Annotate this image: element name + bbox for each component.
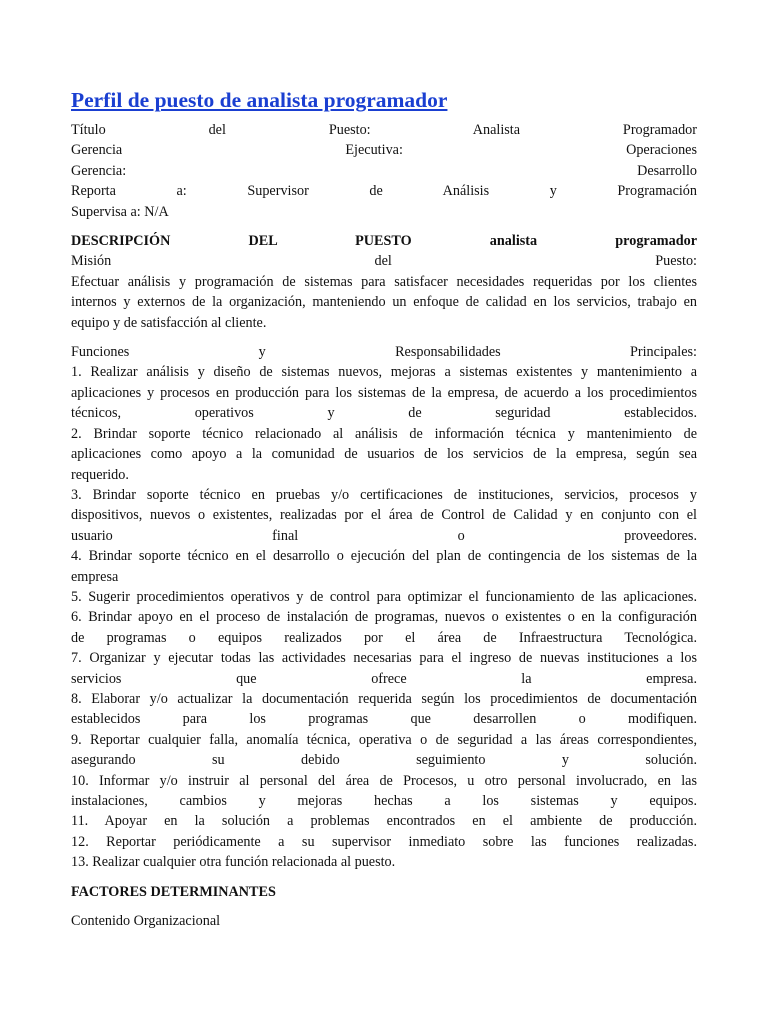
function-line: instalaciones, cambios y mejoras hechas a los sistemas y equipos. xyxy=(71,793,697,809)
function-line: asegurando su debido seguimiento y solución. xyxy=(71,752,697,769)
function-line: 8. Elaborar y/o actualizar la documentación requerida según los procedimientos de documentación xyxy=(71,690,697,707)
document-page xyxy=(71,86,697,931)
function-line: usuario final o proveedores. xyxy=(71,527,697,544)
function-line: dispositivos, nuevos o existentes, realizadas por el área de Control de Calidad y en conjunto con el xyxy=(71,507,697,524)
function-line: empresa xyxy=(71,568,119,585)
factors-heading: FACTORES DETERMINANTES xyxy=(71,883,276,900)
mission-label: Misión del Puesto: xyxy=(71,253,697,270)
mission-line: Efectuar análisis y programación de sistemas para satisfacer necesidades requeridas por los clientes xyxy=(71,273,697,290)
description-heading: DESCRIPCIÓN DEL PUESTO analista programador xyxy=(71,233,697,250)
header-line-gerencia-ejecutiva: Gerencia Ejecutiva: Operaciones xyxy=(71,142,697,159)
function-line: establecidos para los programas que desarrollen o modifiquen. xyxy=(71,711,697,728)
document-title[interactable]: Perfil de puesto de analista programador xyxy=(71,88,448,112)
function-line: 4. Brindar soporte técnico en el desarrollo o ejecución del plan de contingencia de los sistemas de la xyxy=(71,548,697,565)
function-line: requerido. xyxy=(71,466,129,483)
description-section xyxy=(71,231,697,333)
function-line: 5. Sugerir procedimientos operativos y de control para optimizar el funcionamiento de las aplicaciones. xyxy=(71,588,697,605)
function-line: 12. Reportar periódicamente a su supervisor inmediato sobre las funciones realizadas. xyxy=(71,833,697,850)
function-line: 7. Organizar y ejecutar todas las actividades necesarias para el ingreso de nuevas instituciones a los xyxy=(71,650,697,667)
header-line-title: Título del Puesto: Analista Programador xyxy=(71,122,697,138)
function-line: 1. Realizar análisis y diseño de sistemas nuevos, mejoras a sistemas existentes y mantenimiento a xyxy=(71,364,697,381)
mission-line: equipo y de satisfacción al cliente. xyxy=(71,314,267,331)
header-line-reporta: Reporta a: Supervisor de Análisis y Programación xyxy=(71,183,697,200)
functions-list xyxy=(71,362,697,872)
function-line: técnicos, operativos y de seguridad establecidos. xyxy=(71,405,697,422)
header-line-gerencia: Gerencia: Desarrollo xyxy=(71,162,697,179)
function-line: aplicaciones como apoyo a la comunidad de usuarios de los servicios de la empresa, según sea xyxy=(71,446,697,463)
function-line: 13. Realizar cualquier otra función relacionada al puesto. xyxy=(71,854,396,871)
org-content-label: Contenido Organizacional xyxy=(71,913,221,930)
function-line: 6. Brindar apoyo en el proceso de instalación de programas, nuevos o existentes o en la configuración xyxy=(71,609,697,626)
function-line: de programas o equipos realizados por el área de Infraestructura Tecnológica. xyxy=(71,629,697,646)
function-line: 9. Reportar cualquier falla, anomalía técnica, operativa o de seguridad a las áreas correspondientes, xyxy=(71,731,697,748)
functions-section xyxy=(71,342,697,873)
function-line: 11. Apoyar en la solución a problemas encontrados en el ambiente de producción. xyxy=(71,813,697,830)
function-line: 2. Brindar soporte técnico relacionado al análisis de información técnica y mantenimiento de xyxy=(71,425,697,442)
function-line: 10. Informar y/o instruir al personal del área de Procesos, u otro personal involucrado, en las xyxy=(71,772,697,789)
job-header xyxy=(71,120,697,222)
function-line: aplicaciones y procesos en producción para los sistemas de la empresa, de acuerdo a los procedimientos xyxy=(71,384,697,401)
function-line: servicios que ofrece la empresa. xyxy=(71,670,697,687)
functions-heading: Funciones y Responsabilidades Principales: xyxy=(71,344,697,361)
mission-line: internos y externos de la organización, manteniendo un enfoque de calidad en los servicios, trabajo en xyxy=(71,294,697,311)
function-line: 3. Brindar soporte técnico en pruebas y/o certificaciones de instituciones, servicios, procesos y xyxy=(71,486,697,503)
header-line-supervisa: Supervisa a: N/A xyxy=(71,203,169,220)
